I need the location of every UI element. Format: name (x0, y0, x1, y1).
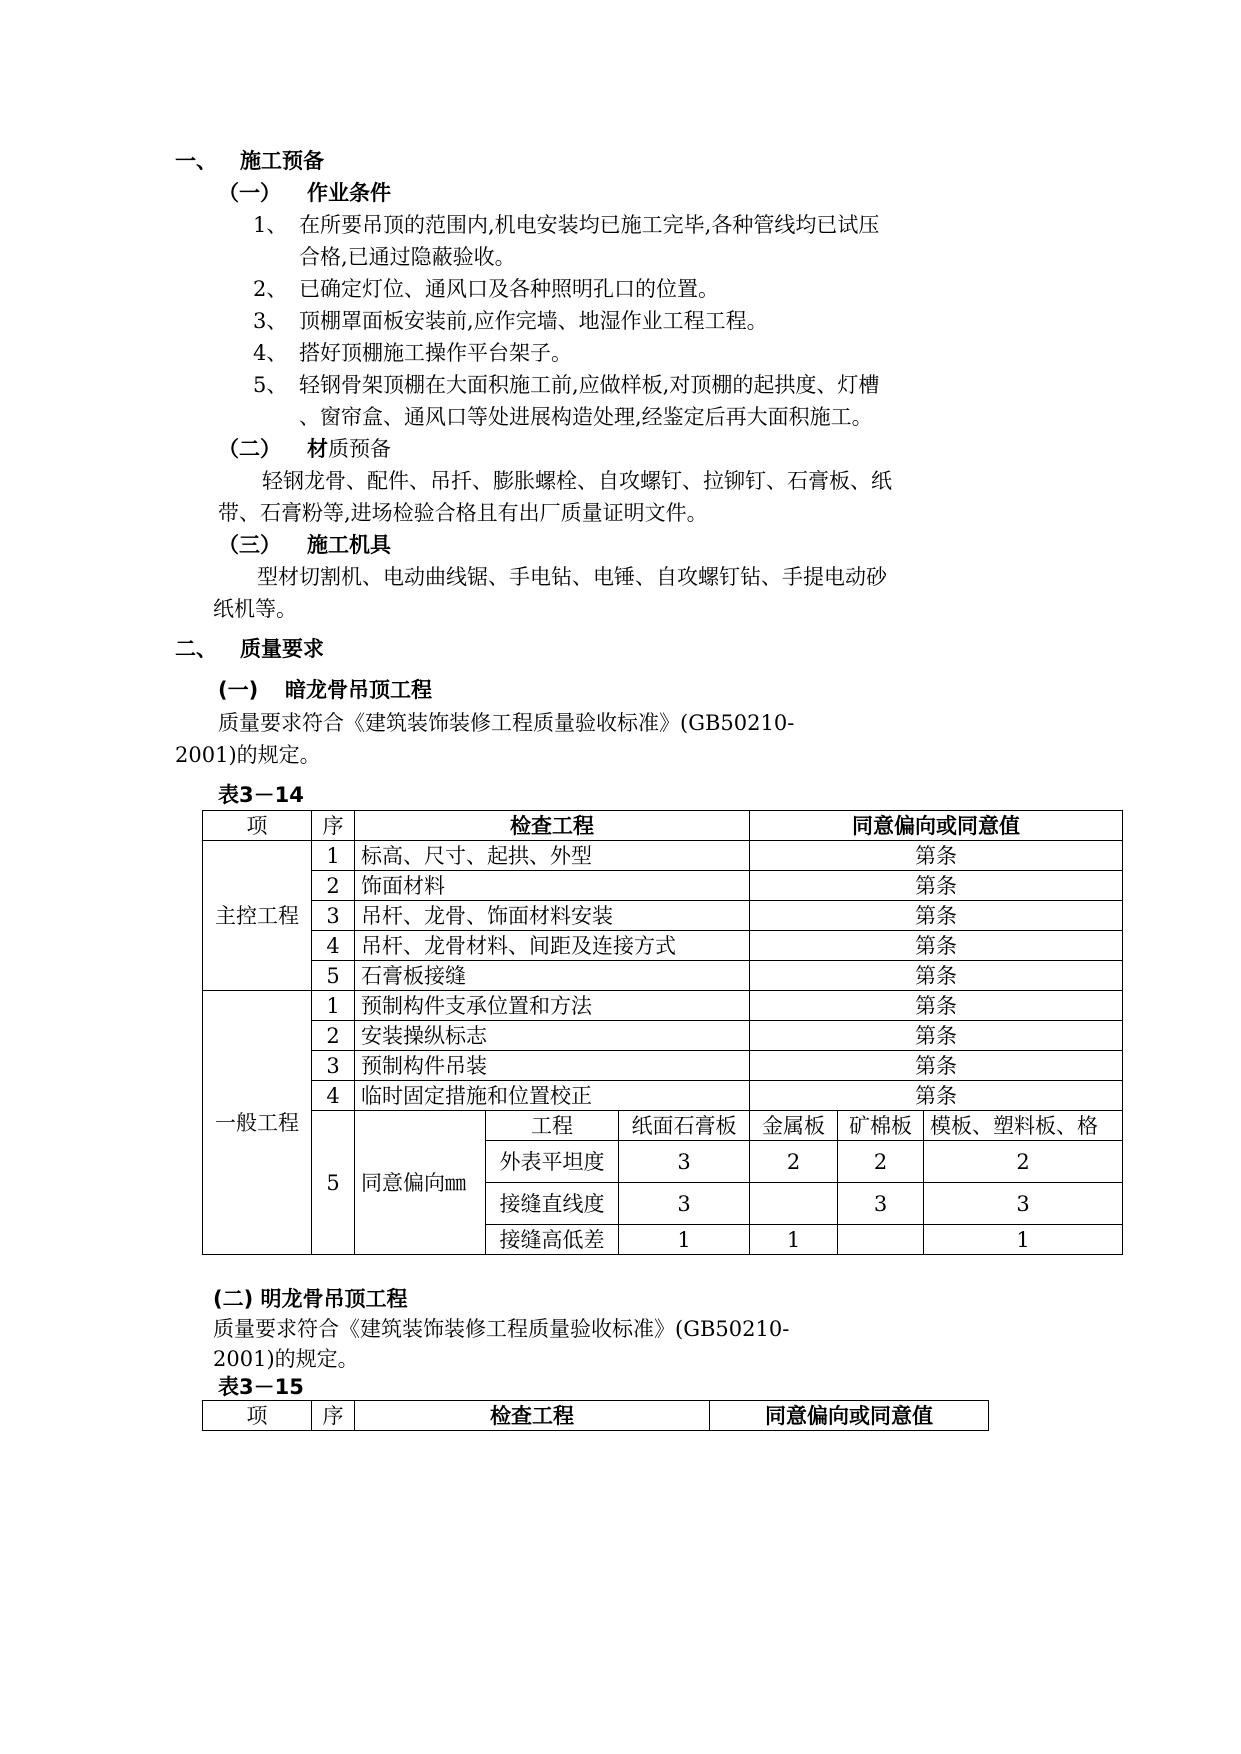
table-3-14 (202, 810, 1123, 1255)
row-seq: 1 (312, 991, 355, 1021)
table-row (203, 871, 1123, 901)
tolerance-value (838, 1225, 924, 1255)
row-check: 临时固定措施和位置校正 (355, 1081, 750, 1111)
item-4-line1: 搭好顶棚施工操作平台架子。 (299, 341, 572, 365)
row-allow: 第条 (750, 1051, 1123, 1081)
s2-sub1-line1: 质量要求符合《建筑装饰装修工程质量验收标准》(GB50210- (218, 711, 795, 735)
sub3-title: 施工机具 (307, 533, 391, 557)
tolerance-value: 2 (924, 1141, 1123, 1183)
sub3-number: （三） (218, 533, 281, 557)
table-row (203, 961, 1123, 991)
tolerance-item-name: 接缝高低差 (486, 1225, 619, 1255)
row-allow: 第条 (750, 1081, 1123, 1111)
tolerance-item-name: 外表平坦度 (486, 1141, 619, 1183)
row-check: 石膏板接缝 (355, 961, 750, 991)
row-allow: 第条 (750, 991, 1123, 1021)
section2-title: 质量要求 (240, 637, 324, 661)
row-seq: 2 (312, 1021, 355, 1051)
row-allow: 第条 (750, 1021, 1123, 1051)
row-allow: 第条 (750, 871, 1123, 901)
header-seq: 序 (312, 811, 355, 841)
s2-sub1-line2: 2001)的规定。 (175, 743, 321, 767)
tolerance-value (750, 1183, 838, 1225)
row-seq: 5 (312, 961, 355, 991)
tools-line1: 型材切割机、电动曲线锯、手电钻、电锤、自攻螺钉钻、手提电动砂 (257, 565, 887, 589)
row-check: 安装操纵标志 (355, 1021, 750, 1051)
item-2-line1: 已确定灯位、通风口及各种照明孔口的位置。 (299, 277, 719, 301)
tools-line2: 纸机等。 (213, 597, 297, 621)
row-seq: 4 (312, 931, 355, 961)
materials-line1: 轻钢龙骨、配件、吊扦、膨胀螺栓、自攻螺钉、拉铆钉、石膏板、纸 (262, 469, 892, 493)
materials-line2: 带、石膏粉等,进场检验合格且有出厂质量证明文件。 (218, 501, 708, 525)
row-allow: 第条 (750, 961, 1123, 991)
item-1-number: 1、 (253, 213, 288, 237)
row-seq: 3 (312, 901, 355, 931)
section2-number: 二、 (175, 637, 217, 661)
row-seq: 3 (312, 1051, 355, 1081)
s2-sub2-heading: (二) 明龙骨吊顶工程 (213, 1287, 408, 1311)
tolerance-value: 3 (924, 1183, 1123, 1225)
tolerance-value: 2 (750, 1141, 838, 1183)
item-1-line1: 在所要吊顶的范围内,机电安装均已施工完毕,各种管线均已试压 (299, 213, 880, 237)
item-2-number: 2、 (253, 277, 288, 301)
main-group-label: 主控工程 (203, 841, 312, 991)
tolerance-col-item: 工程 (486, 1111, 619, 1141)
tolerance-value: 3 (838, 1183, 924, 1225)
row-check: 吊杆、龙骨、饰面材料安装 (355, 901, 750, 931)
item-5-line2: 、窗帘盒、通风口等处进展构造处理,经鉴定后再大面积施工。 (299, 405, 873, 429)
tolerance-item-name: 接缝直线度 (486, 1183, 619, 1225)
tolerance-col-other: 模板、塑料板、格 (924, 1111, 1123, 1141)
table2-label: 表3－15 (218, 1375, 304, 1399)
item-1-line2: 合格,已通过隐蔽验收。 (299, 245, 516, 269)
tolerance-value: 1 (619, 1225, 750, 1255)
table-row (203, 841, 1123, 871)
tolerance-value: 1 (750, 1225, 838, 1255)
s2-sub1-number: (一) (218, 678, 259, 702)
header-check: 检查工程 (355, 811, 750, 841)
table1-header-row (203, 811, 1123, 841)
row-allow: 第条 (750, 931, 1123, 961)
sub1-title: 作业条件 (307, 181, 391, 205)
table2-header-row (203, 1401, 989, 1431)
table-row (203, 1021, 1123, 1051)
row5-seq: 5 (312, 1111, 355, 1255)
header-item: 项 (203, 811, 312, 841)
table-row (203, 1051, 1123, 1081)
row-check: 饰面材料 (355, 871, 750, 901)
sub2-number: （二） (218, 437, 281, 461)
row-check: 吊杆、龙骨材料、间距及连接方式 (355, 931, 750, 961)
table-row (203, 991, 1123, 1021)
row-allow: 第条 (750, 901, 1123, 931)
tolerance-col-metal: 金属板 (750, 1111, 838, 1141)
row-check: 预制构件支承位置和方法 (355, 991, 750, 1021)
tolerance-value: 1 (924, 1225, 1123, 1255)
row-check: 预制构件吊装 (355, 1051, 750, 1081)
tolerance-value: 3 (619, 1183, 750, 1225)
table-row (203, 931, 1123, 961)
sub2-title: 材质预备 (307, 437, 391, 461)
tolerance-header-row (203, 1111, 1123, 1141)
s2-sub2-line1: 质量要求符合《建筑装饰装修工程质量验收标准》(GB50210- (213, 1317, 790, 1341)
general-group-label: 一般工程 (203, 991, 312, 1255)
s2-sub1-title: 暗龙骨吊顶工程 (285, 678, 432, 702)
tolerance-label: 同意偏向㎜ (355, 1111, 486, 1255)
header-check: 检查工程 (355, 1401, 710, 1431)
header-allow: 同意偏向或同意值 (750, 811, 1123, 841)
table-row (203, 901, 1123, 931)
s2-sub2-line2: 2001)的规定。 (213, 1347, 359, 1371)
table-3-15 (202, 1400, 989, 1431)
row-check: 标高、尺寸、起拱、外型 (355, 841, 750, 871)
section1-title: 施工预备 (240, 149, 324, 173)
item-5-line1: 轻钢骨架顶棚在大面积施工前,应做样板,对顶棚的起拱度、灯槽 (299, 373, 880, 397)
row-seq: 2 (312, 871, 355, 901)
header-item: 项 (203, 1401, 312, 1431)
row-seq: 1 (312, 841, 355, 871)
tolerance-col-mineral: 矿棉板 (838, 1111, 924, 1141)
header-seq: 序 (312, 1401, 355, 1431)
tolerance-value: 3 (619, 1141, 750, 1183)
row-seq: 4 (312, 1081, 355, 1111)
item-3-line1: 顶棚罩面板安装前,应作完墙、地湿作业工程工程。 (299, 309, 768, 333)
item-5-number: 5、 (253, 373, 288, 397)
item-3-number: 3、 (253, 309, 288, 333)
row-allow: 第条 (750, 841, 1123, 871)
table1-label: 表3－14 (218, 783, 304, 807)
tolerance-col-gypsum: 纸面石膏板 (619, 1111, 750, 1141)
item-4-number: 4、 (253, 341, 288, 365)
header-allow: 同意偏向或同意值 (710, 1401, 989, 1431)
table-row (203, 1081, 1123, 1111)
sub1-number: （一） (218, 181, 281, 205)
tolerance-value: 2 (838, 1141, 924, 1183)
section1-number: 一、 (175, 149, 217, 173)
